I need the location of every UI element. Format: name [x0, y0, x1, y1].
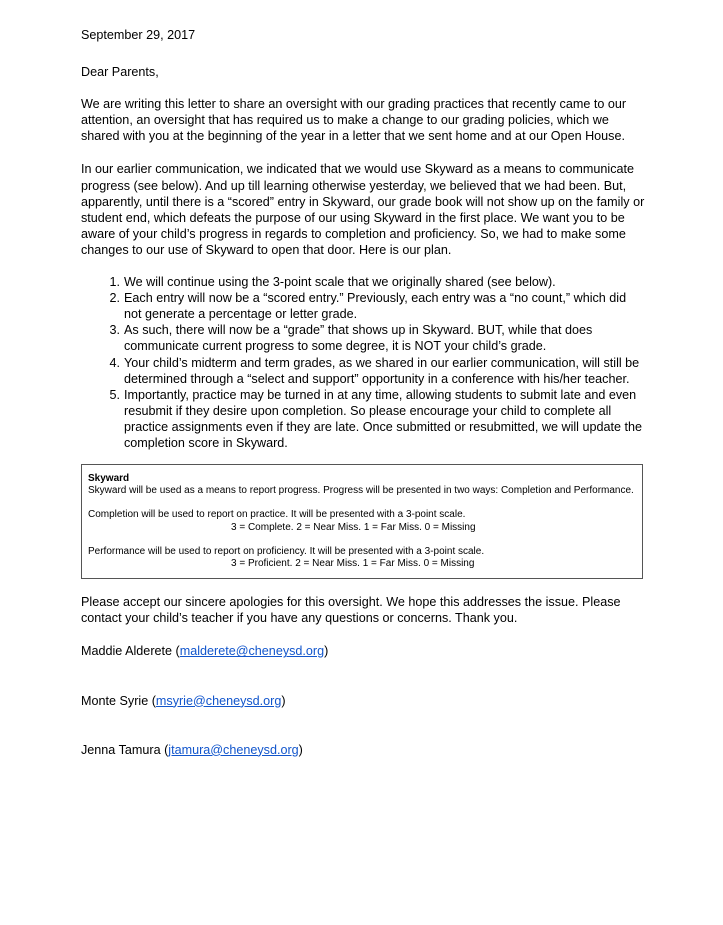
email-link[interactable]: jtamura@cheneysd.org — [168, 742, 299, 757]
paren-close: ) — [281, 693, 286, 708]
completion-description: Completion will be used to report on practice. It will be presented with a 3-point scale. — [88, 509, 466, 521]
skyward-box-intro: Skyward will be used as a means to report progress. Progress will be presented in two ways: Completion and Performance. — [88, 485, 634, 497]
plan-item — [109, 387, 647, 451]
performance-scale: 3 = Proficient. 2 = Near Miss. 1 = Far Miss. 0 = Missing — [231, 558, 475, 570]
plan-list — [81, 274, 647, 451]
letter-page — [81, 27, 647, 758]
signature-line — [81, 693, 647, 709]
plan-item-number: 3. — [109, 323, 120, 338]
signature-name: Maddie Alderete — [81, 644, 173, 659]
box-spacer — [88, 534, 642, 546]
plan-item — [109, 322, 647, 354]
box-spacer — [88, 497, 642, 509]
paren-close: ) — [298, 742, 303, 757]
plan-item-number: 4. — [109, 355, 120, 370]
skyward-box-title: Skyward — [88, 473, 130, 485]
plan-item — [109, 274, 647, 290]
signature-line — [81, 742, 647, 758]
email-link[interactable]: msyrie@cheneysd.org — [155, 693, 282, 708]
paren-open: ( — [151, 693, 156, 708]
signature-line — [81, 643, 647, 659]
skyward-info-box — [81, 464, 643, 579]
plan-item-text: Your child’s midterm and term grades, as we shared in our earlier communication, will still be determined through a “select and support” opportunity in a conference with his/her teacher. — [124, 355, 640, 386]
salutation: Dear Parents, — [81, 65, 159, 80]
plan-item-number: 2. — [109, 291, 120, 306]
completion-scale: 3 = Complete. 2 = Near Miss. 1 = Far Miss. 0 = Missing — [231, 521, 476, 533]
paren-open: ( — [175, 644, 180, 659]
plan-item-text: Importantly, practice may be turned in at any time, allowing students to submit late and even resubmit if they desire upon completion. So please encourage your child to complete all practice assignments even if they are late. Once submitted or resubmitted, we will update the completion score in Skyward. — [124, 387, 643, 450]
performance-description: Performance will be used to report on proficiency. It will be presented with a 3-point scale. — [88, 545, 485, 557]
signature-name: Jenna Tamura — [81, 742, 161, 757]
closing-paragraph: Please accept our sincere apologies for this oversight. We hope this addresses the issue. Please contact your child’s teacher if you have any questions or concerns. Thank you. — [81, 595, 621, 626]
paragraph-skyward: In our earlier communication, we indicated that we would use Skyward as a means to communicate progress (see below). And up till learning otherwise yesterday, we believed that we had been. But, apparently, until there is a “scored” entry in Skyward, our grade book will not show up on the family or student end, which defeats the purpose of our using Skyward in the first place. We want you to be aware of your child’s progress in regards to completion and proficiency. So, we had to make some changes to our use of Skyward to open that door. Here is our plan. — [81, 162, 645, 257]
plan-item-text: As such, there will now be a “grade” that shows up in Skyward. BUT, while that does communicate current progress to some degree, it is NOT your child’s grade. — [124, 323, 593, 354]
plan-item-text: We will continue using the 3-point scale that we originally shared (see below). — [124, 275, 556, 290]
paren-open: ( — [164, 742, 169, 757]
letter-date: September 29, 2017 — [81, 28, 196, 42]
paren-close: ) — [324, 644, 329, 659]
email-link[interactable]: malderete@cheneysd.org — [179, 644, 325, 659]
paragraph-oversight: We are writing this letter to share an oversight with our grading practices that recently came to our attention, an oversight that has required us to make a change to our grading policies, which we shared with you at the beginning of the year in a letter that we sent home and at our Open House. — [81, 97, 627, 144]
plan-item-text: Each entry will now be a “scored entry.” Previously, each entry was a “no count,” which did not generate a percentage or letter grade. — [124, 291, 627, 322]
plan-item-number: 1. — [109, 275, 120, 290]
signature-name: Monte Syrie — [81, 693, 149, 708]
plan-item — [109, 290, 647, 322]
plan-item-number: 5. — [109, 387, 120, 402]
plan-item — [109, 355, 647, 387]
